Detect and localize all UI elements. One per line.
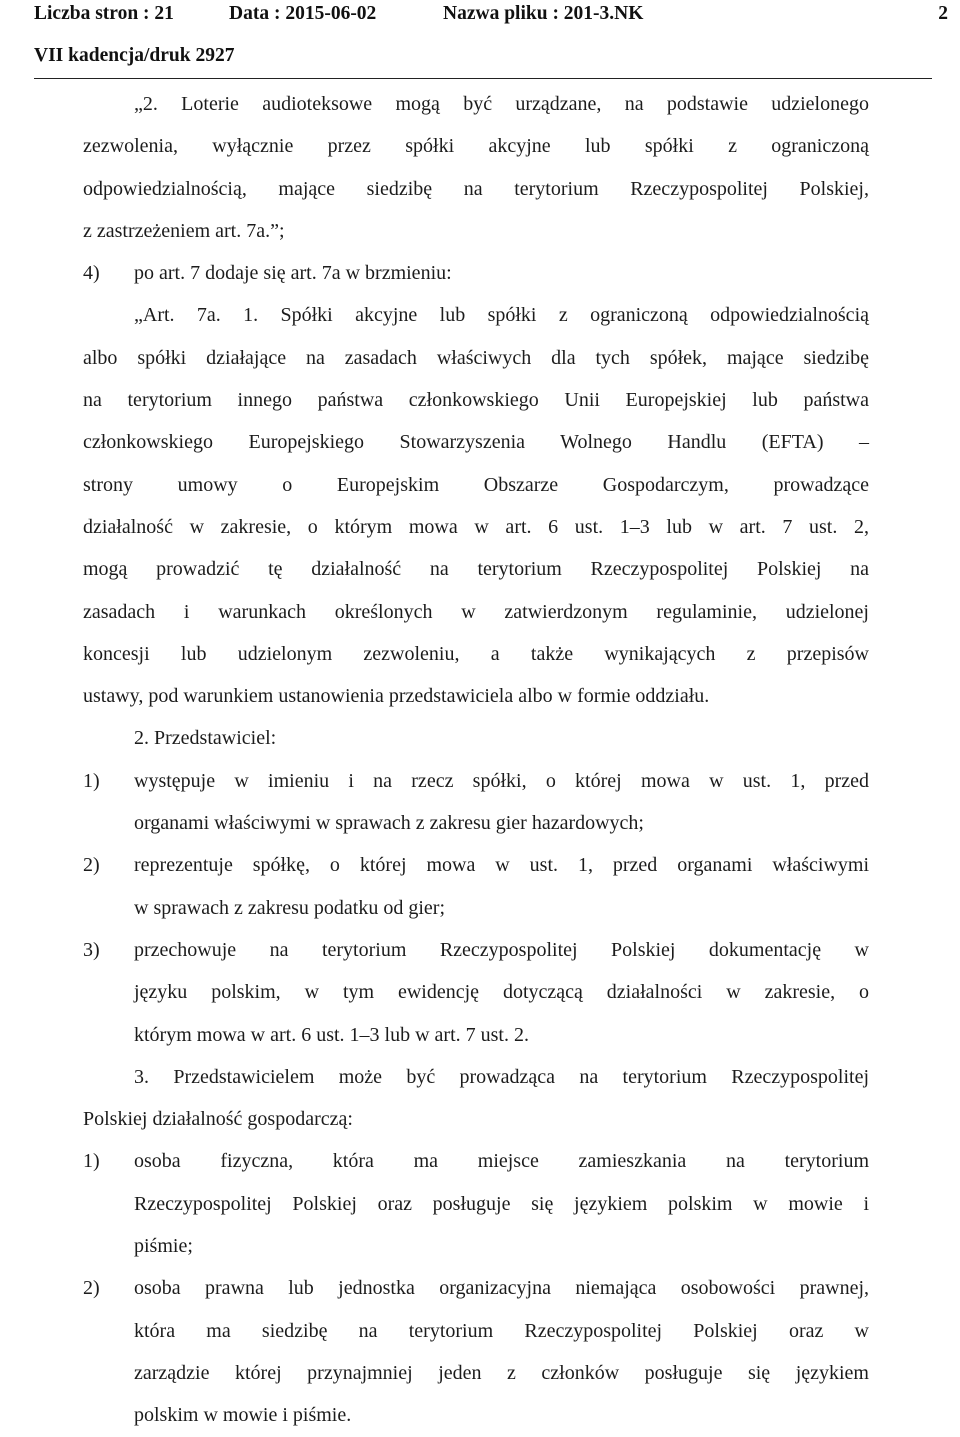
text-line: 2. Przedstawiciel:: [134, 727, 277, 750]
text-line: strony umowy o Europejskim Obszarze Gospodarczym, prowadzące: [83, 473, 869, 496]
text-line: organami właściwymi w sprawach z zakresu gier hazardowych;: [134, 812, 644, 835]
paragraph-ust-3: [0, 1056, 960, 1141]
ust3-item-2: [0, 1267, 960, 1436]
article-7a: [0, 294, 960, 717]
text-line: Rzeczypospolitej Polskiej oraz posługuje się językiem polskim w mowie i: [134, 1192, 869, 1215]
text-line: którym mowa w art. 6 ust. 1–3 lub w art. 7 ust. 2.: [134, 1023, 529, 1046]
ust2-item-1: [0, 760, 960, 845]
item-number: 2): [83, 1277, 100, 1300]
text-line: członkowskiego Europejskiego Stowarzyszenia Wolnego Handlu (EFTA) –: [83, 431, 869, 454]
ust2-item-3: [0, 929, 960, 1056]
ust2-item-2: [0, 844, 960, 929]
text-line: z zastrzeżeniem art. 7a.”;: [83, 219, 285, 242]
item-number: 1): [83, 1150, 100, 1173]
text-line: reprezentuje spółkę, o której mowa w ust. 1, przed organami właściwymi: [134, 854, 869, 877]
text-line: Polskiej działalność gospodarczą:: [83, 1108, 353, 1131]
text-line: przechowuje na terytorium Rzeczypospolitej Polskiej dokumentację w: [134, 938, 869, 961]
text-line: ustawy, pod warunkiem ustanowienia przedstawiciela albo w formie oddziału.: [83, 685, 710, 708]
text-line: polskim w mowie i piśmie.: [134, 1404, 352, 1427]
term-label: VII kadencja/druk 2927: [34, 45, 235, 66]
page-number: 2: [938, 3, 948, 24]
text-line: zasadach i warunkach określonych w zatwierdzonym regulaminie, udzielonej: [83, 600, 869, 623]
item-text: po art. 7 dodaje się art. 7a w brzmieniu:: [134, 262, 452, 285]
text-line: „Art. 7a. 1. Spółki akcyjne lub spółki z ograniczoną odpowiedzialnością: [134, 304, 869, 327]
filename-label: Nazwa pliku : 201-3.NK: [443, 3, 644, 24]
text-line: działalność w zakresie, o którym mowa w art. 6 ust. 1–3 lub w art. 7 ust. 2,: [83, 515, 869, 538]
item-number: 2): [83, 854, 100, 877]
item-number: 3): [83, 938, 100, 961]
document-header: [34, 2, 948, 26]
text-line: która ma siedzibę na terytorium Rzeczypospolitej Polskiej oraz w: [134, 1319, 869, 1342]
paragraph-ust-2: [0, 717, 960, 759]
text-line: na terytorium innego państwa członkowskiego Unii Europejskiej lub państwa: [83, 389, 869, 412]
text-line: zezwolenia, wyłącznie przez spółki akcyjne lub spółki z ograniczoną: [83, 135, 869, 158]
item-number: 4): [83, 262, 100, 285]
ust3-item-1: [0, 1140, 960, 1267]
text-line: zarządzie której przynajmniej jeden z członków posługuje się językiem: [134, 1361, 869, 1384]
text-line: osoba prawna lub jednostka organizacyjna niemająca osobowości prawnej,: [134, 1277, 869, 1300]
text-line: w sprawach z zakresu podatku od gier;: [134, 896, 445, 919]
text-line: odpowiedzialnością, mające siedzibę na terytorium Rzeczypospolitej Polskiej,: [83, 177, 869, 200]
text-line: osoba fizyczna, która ma miejsce zamieszkania na terytorium: [134, 1150, 869, 1173]
text-line: języku polskim, w tym ewidencję dotyczącą działalności w zakresie, o: [134, 981, 869, 1004]
text-line: koncesji lub udzielonym zezwoleniu, a także wynikających z przepisów: [83, 642, 869, 665]
text-line: występuje w imieniu i na rzecz spółki, o której mowa w ust. 1, przed: [134, 769, 869, 792]
text-line: albo spółki działające na zasadach właściwych dla tych spółek, mające siedzibę: [83, 346, 869, 369]
paragraph-loterie: [0, 80, 960, 252]
date-label: Data : 2015-06-02: [229, 3, 377, 24]
text-line: piśmie;: [134, 1235, 193, 1258]
text-line: 3. Przedstawicielem może być prowadząca na terytorium Rzeczypospolitej: [134, 1065, 869, 1088]
text-line: „2. Loterie audioteksowe mogą być urządzane, na podstawie udzielonego: [134, 93, 869, 115]
document-body: [0, 80, 960, 1437]
text-line: mogą prowadzić tę działalność na terytorium Rzeczypospolitej Polskiej na: [83, 558, 869, 581]
item-number: 1): [83, 769, 100, 792]
header-divider: [34, 78, 932, 79]
page-count-label: Liczba stron : 21: [34, 3, 174, 24]
item-4: [0, 252, 960, 294]
